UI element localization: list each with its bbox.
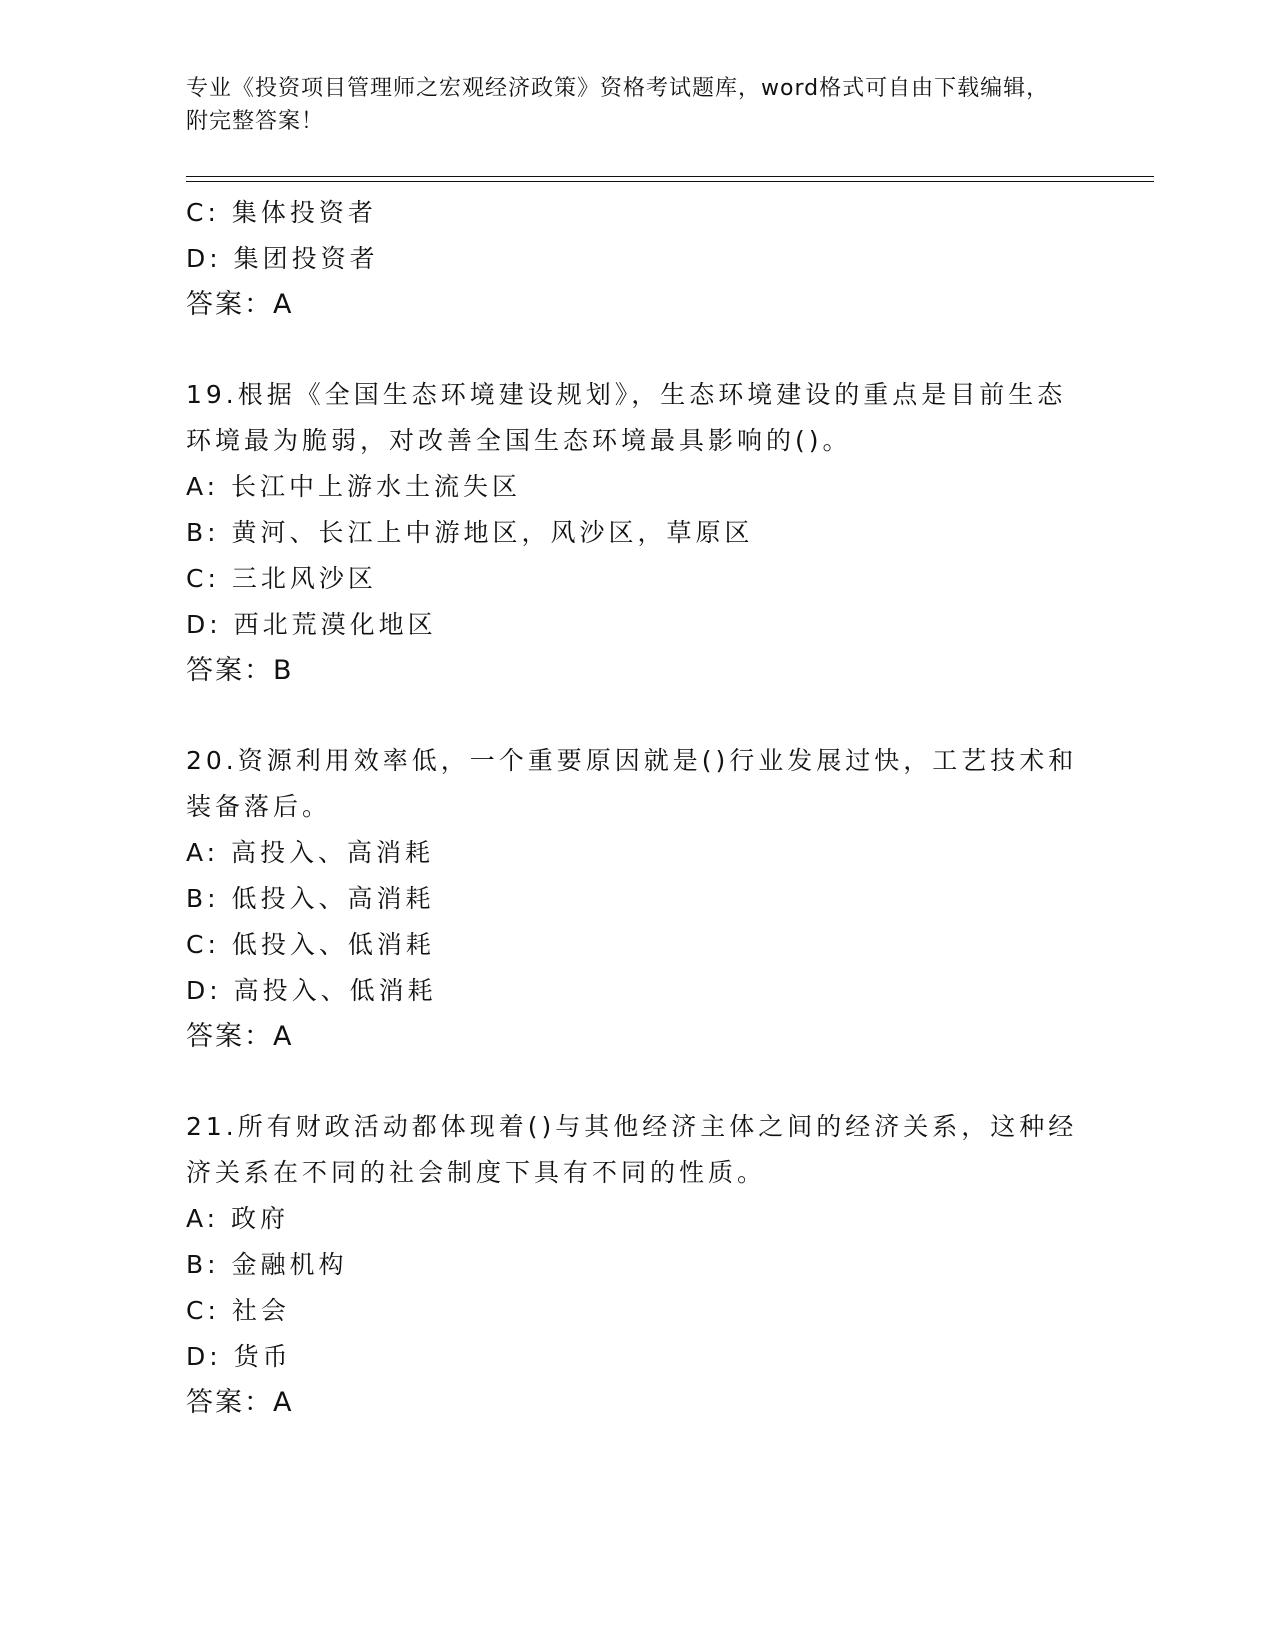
option-text: 低投入、高消耗	[231, 884, 435, 913]
option-letter: A:	[186, 472, 220, 501]
option-c	[186, 190, 1086, 236]
option-text: 金融机构	[231, 1250, 348, 1279]
option-text: 集体投资者	[231, 198, 377, 227]
option-d	[186, 968, 1086, 1014]
option-letter: C:	[186, 1296, 220, 1325]
option-letter: B:	[186, 884, 220, 913]
option-d	[186, 1334, 1086, 1380]
option-letter: D:	[186, 244, 222, 273]
option-letter: A:	[186, 1204, 220, 1233]
answer-line: 答案：A	[186, 289, 294, 320]
option-text: 高投入、低消耗	[233, 976, 437, 1005]
option-letter: B:	[186, 518, 220, 547]
option-letter: C:	[186, 564, 220, 593]
option-b	[186, 510, 1086, 556]
option-text: 社会	[231, 1296, 290, 1325]
answer-line: 答案：A	[186, 1387, 294, 1418]
option-letter: D:	[186, 976, 222, 1005]
option-letter: C:	[186, 930, 220, 959]
option-text: 政府	[231, 1204, 290, 1233]
option-c	[186, 922, 1086, 968]
option-letter: B:	[186, 1250, 220, 1279]
option-text: 集团投资者	[233, 244, 379, 273]
option-text: 货币	[233, 1342, 292, 1371]
option-a	[186, 464, 1086, 510]
option-letter: D:	[186, 1342, 222, 1371]
option-text: 西北荒漠化地区	[233, 610, 437, 639]
question-18-tail	[186, 190, 1086, 328]
question-21	[186, 1104, 1086, 1426]
option-letter: C:	[186, 198, 220, 227]
header-rule-top	[186, 176, 1154, 177]
option-letter: A:	[186, 838, 220, 867]
answer-line: 答案：A	[186, 1021, 294, 1052]
document-header: 专业《投资项目管理师之宏观经济政策》资格考试题库，word格式可自由下载编辑，附完整答案！	[186, 76, 1050, 134]
option-letter: D:	[186, 610, 222, 639]
option-text: 三北风沙区	[231, 564, 377, 593]
option-c	[186, 556, 1086, 602]
option-d	[186, 236, 1086, 282]
option-text: 高投入、高消耗	[231, 838, 435, 867]
option-c	[186, 1288, 1086, 1334]
option-b	[186, 1242, 1086, 1288]
option-text: 黄河、长江上中游地区，风沙区，草原区	[231, 518, 754, 547]
question-20	[186, 738, 1086, 1060]
question-stem: 19.根据《全国生态环境建设规划》，生态环境建设的重点是目前生态环境最为脆弱，对改善全国生态环境最具影响的()。	[186, 380, 1067, 455]
option-a	[186, 1196, 1086, 1242]
option-text: 低投入、低消耗	[231, 930, 435, 959]
question-stem: 21.所有财政活动都体现着()与其他经济主体之间的经济关系，这种经济关系在不同的社会制度下具有不同的性质。	[186, 1112, 1078, 1187]
option-b	[186, 876, 1086, 922]
document-body	[186, 190, 1086, 1426]
option-a	[186, 830, 1086, 876]
question-19	[186, 372, 1086, 694]
header-rule-bottom	[186, 181, 1154, 182]
option-text: 长江中上游水土流失区	[231, 472, 522, 501]
question-stem: 20.资源利用效率低，一个重要原因就是()行业发展过快，工艺技术和装备落后。	[186, 746, 1078, 821]
answer-line: 答案：B	[186, 655, 294, 686]
option-d	[186, 602, 1086, 648]
